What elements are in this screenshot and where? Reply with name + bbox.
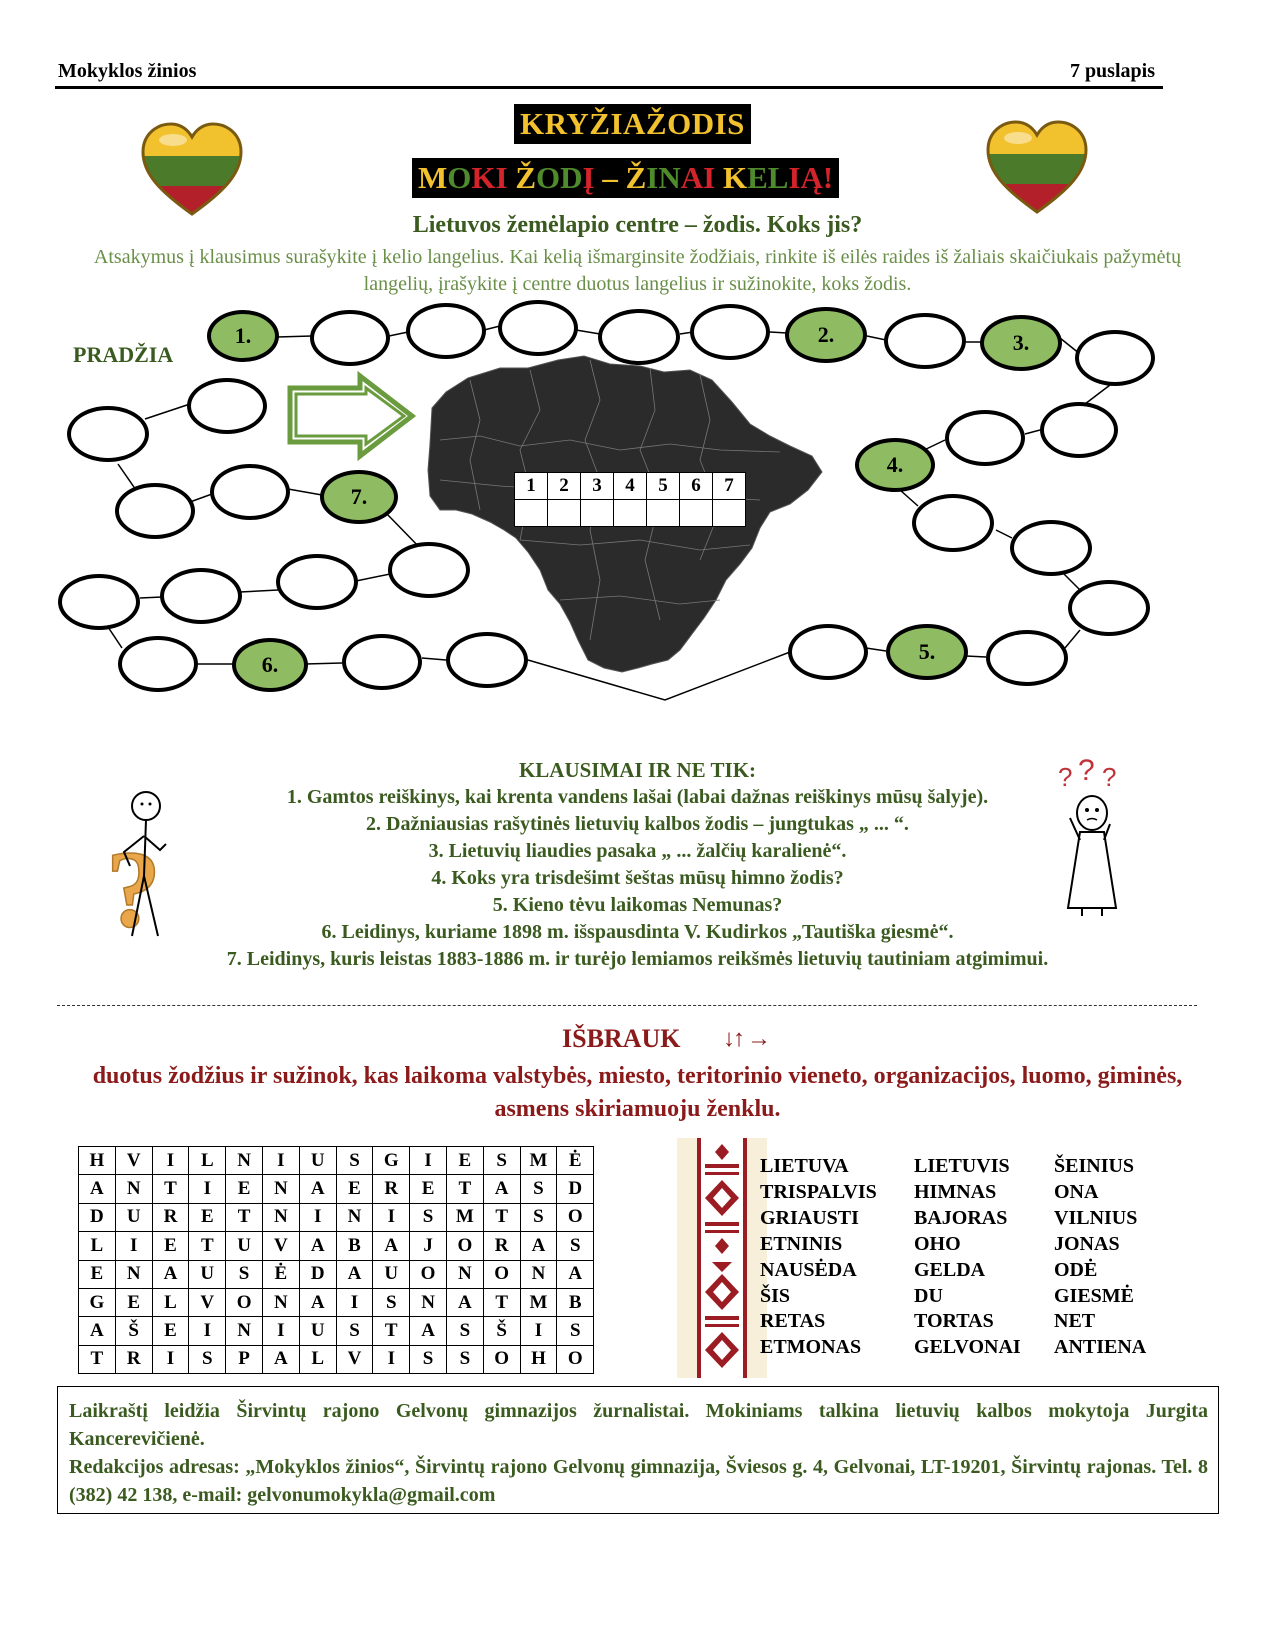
wordsearch-letter[interactable]: O	[483, 1345, 520, 1373]
wordsearch-letter[interactable]: S	[483, 1147, 520, 1175]
path-cell-green-3[interactable]: 3.	[980, 315, 1062, 371]
wordsearch-letter[interactable]: T	[373, 1317, 410, 1345]
path-cell[interactable]	[788, 624, 868, 680]
wordsearch-letter[interactable]: T	[483, 1203, 520, 1231]
wordsearch-letter[interactable]: T	[446, 1175, 483, 1203]
wordsearch-letter[interactable]: I	[262, 1317, 299, 1345]
confused-figure-icon-right	[1050, 758, 1135, 920]
path-cell-green-2[interactable]: 2.	[785, 307, 867, 363]
wordsearch-letter[interactable]: L	[79, 1232, 116, 1260]
answer-number: 5	[647, 473, 680, 500]
wordsearch-title: IŠBRAUK	[562, 1024, 681, 1053]
wordsearch-letter[interactable]: E	[115, 1288, 152, 1316]
wordsearch-letter[interactable]: D	[299, 1260, 336, 1288]
wordsearch-letter[interactable]: A	[79, 1317, 116, 1345]
motto-part: Ž	[507, 160, 537, 195]
wordsearch-letter[interactable]: V	[262, 1232, 299, 1260]
wordsearch-letter[interactable]: N	[446, 1260, 483, 1288]
wordsearch-letter[interactable]: A	[152, 1260, 189, 1288]
wordsearch-letter[interactable]: S	[446, 1317, 483, 1345]
start-label: PRADŽIA	[73, 342, 174, 367]
wordsearch-letter[interactable]: Ė	[557, 1147, 594, 1175]
motto-part: M	[418, 160, 448, 195]
word-list-item: VILNIUS	[1054, 1206, 1138, 1229]
answer-cell[interactable]	[647, 500, 680, 527]
wordsearch-letter[interactable]: Š	[483, 1317, 520, 1345]
word-list-item: DU	[914, 1284, 943, 1307]
word-list-item: ŠIS	[760, 1284, 791, 1307]
wordsearch-letter[interactable]: E	[152, 1317, 189, 1345]
path-cell[interactable]	[884, 313, 966, 369]
word-list-column-2	[914, 1154, 1021, 1361]
path-cell[interactable]	[210, 464, 290, 520]
wordsearch-letter[interactable]: O	[557, 1345, 594, 1373]
publisher-info-box	[57, 1386, 1219, 1514]
wordsearch-row	[79, 1203, 594, 1231]
word-list-column-3	[1054, 1154, 1146, 1361]
wordsearch-letter[interactable]: L	[299, 1345, 336, 1373]
wordsearch-letter[interactable]: U	[189, 1260, 226, 1288]
word-list-item: GIESMĖ	[1054, 1284, 1135, 1307]
path-cell[interactable]	[187, 378, 267, 434]
path-cell[interactable]	[446, 632, 528, 688]
word-list-item: LIETUVA	[760, 1155, 849, 1177]
wordsearch-letter[interactable]: A	[299, 1175, 336, 1203]
path-cell[interactable]	[598, 309, 680, 365]
question-item: 3. Lietuvių liaudies pasaka „ ... žalčių karalienė“.	[428, 840, 847, 862]
wordsearch-letter[interactable]: M	[520, 1147, 557, 1175]
question-item: 2. Dažniausias rašytinės lietuvių kalbos žodis – jungtukas „ ... “.	[366, 813, 909, 835]
wordsearch-letter[interactable]: E	[226, 1175, 263, 1203]
direction-arrows-icon: ↓↑ →	[723, 1026, 769, 1052]
motto-part: Į	[582, 160, 595, 195]
wordsearch-row	[79, 1345, 594, 1373]
wordsearch-letter[interactable]: I	[152, 1345, 189, 1373]
wordsearch-letter[interactable]: A	[299, 1232, 336, 1260]
folk-ribbon-icon	[677, 1138, 767, 1378]
word-list-item: ODĖ	[1054, 1258, 1098, 1281]
wordsearch-letter[interactable]: I	[152, 1147, 189, 1175]
wordsearch-letter[interactable]: A	[410, 1317, 447, 1345]
path-cell[interactable]	[912, 494, 994, 552]
wordsearch-letter[interactable]: O	[446, 1232, 483, 1260]
motto-part: EL	[747, 160, 789, 195]
page-number: 7 puslapis	[1069, 60, 1155, 82]
svg-text:?: ?	[1102, 762, 1117, 792]
wordsearch-letter[interactable]: H	[79, 1147, 116, 1175]
wordsearch-letter[interactable]: A	[79, 1175, 116, 1203]
wordsearch-letter[interactable]: E	[410, 1175, 447, 1203]
word-list-item: TORTAS	[914, 1310, 994, 1333]
wordsearch-letter[interactable]: S	[336, 1147, 373, 1175]
wordsearch-letter[interactable]: E	[152, 1232, 189, 1260]
wordsearch-row	[79, 1147, 594, 1175]
wordsearch-letter[interactable]: I	[373, 1203, 410, 1231]
svg-text:?: ?	[1078, 758, 1095, 787]
path-cell[interactable]	[115, 483, 195, 539]
wordsearch-letter[interactable]: N	[226, 1147, 263, 1175]
wordsearch-letter[interactable]: M	[446, 1203, 483, 1231]
wordsearch-letter[interactable]: S	[557, 1317, 594, 1345]
answer-cell[interactable]	[515, 500, 548, 527]
wordsearch-letter[interactable]: I	[262, 1147, 299, 1175]
motto-part: IĄ!	[788, 160, 834, 195]
word-list-item: OHO	[914, 1232, 961, 1255]
word-list-item: GELDA	[914, 1258, 986, 1281]
wordsearch-letter[interactable]: G	[79, 1288, 116, 1316]
wordsearch-letter[interactable]: T	[152, 1175, 189, 1203]
motto-part: – Ž	[594, 160, 647, 195]
wordsearch-letter[interactable]: Ė	[262, 1260, 299, 1288]
wordsearch-letter[interactable]: R	[115, 1345, 152, 1373]
wordsearch-letter[interactable]: I	[299, 1203, 336, 1231]
wordsearch-row	[79, 1232, 594, 1260]
question-item: 6. Leidinys, kuriame 1898 m. išspausdinta V. Kudirkos „Tautiška giesmė“.	[321, 921, 954, 943]
path-cell[interactable]	[498, 300, 578, 356]
path-cell-green-6[interactable]: 6.	[232, 638, 308, 692]
crossword-heading: Lietuvos žemėlapio centre – žodis. Koks jis?	[412, 212, 863, 238]
path-cell-green-7[interactable]: 7.	[320, 470, 398, 524]
word-list-item: TRISPALVIS	[760, 1180, 877, 1203]
svg-text:?: ?	[106, 828, 161, 946]
wordsearch-letter[interactable]: V	[336, 1345, 373, 1373]
wordsearch-letter[interactable]: I	[115, 1232, 152, 1260]
wordsearch-letter[interactable]: A	[483, 1175, 520, 1203]
answer-number: 3	[581, 473, 614, 500]
word-list-item: GELVONAI	[914, 1336, 1021, 1359]
motto-part: IN	[646, 160, 681, 195]
wordsearch-letter[interactable]: N	[520, 1260, 557, 1288]
word-list-item: ETMONAS	[760, 1336, 862, 1359]
path-cell-green-1[interactable]: 1.	[207, 310, 279, 362]
wordsearch-letter[interactable]: I	[336, 1288, 373, 1316]
wordsearch-letter[interactable]: R	[152, 1203, 189, 1231]
word-list-item: RETAS	[760, 1310, 826, 1333]
path-cell[interactable]	[67, 406, 149, 462]
path-cell[interactable]	[118, 636, 198, 692]
wordsearch-letter[interactable]: S	[336, 1317, 373, 1345]
wordsearch-letter[interactable]: A	[446, 1288, 483, 1316]
wordsearch-letter[interactable]: S	[520, 1175, 557, 1203]
wordsearch-letter[interactable]: E	[446, 1147, 483, 1175]
wordsearch-letter[interactable]: N	[410, 1288, 447, 1316]
wordsearch-letter[interactable]: L	[152, 1288, 189, 1316]
answer-cell[interactable]	[680, 500, 713, 527]
path-cell-green-5[interactable]: 5.	[886, 624, 968, 680]
answer-grid-numbers	[515, 473, 746, 500]
wordsearch-letter[interactable]: D	[557, 1175, 594, 1203]
wordsearch-letter[interactable]: S	[373, 1288, 410, 1316]
word-list-item: ANTIENA	[1054, 1336, 1147, 1359]
answer-cell[interactable]	[581, 500, 614, 527]
path-cell[interactable]	[58, 574, 140, 630]
path-cell[interactable]	[690, 304, 770, 360]
wordsearch-letter[interactable]: S	[446, 1345, 483, 1373]
wordsearch-grid	[78, 1146, 594, 1374]
wordsearch-letter[interactable]: O	[557, 1203, 594, 1231]
wordsearch-letter[interactable]: S	[520, 1203, 557, 1231]
wordsearch-letter[interactable]: I	[189, 1317, 226, 1345]
path-cell[interactable]	[986, 630, 1068, 686]
motto-part: OD	[536, 160, 583, 195]
wordsearch-letter[interactable]: G	[373, 1147, 410, 1175]
wordsearch-letter[interactable]: B	[336, 1232, 373, 1260]
publication-name: Mokyklos žinios	[58, 60, 197, 82]
question-item: 7. Leidinys, kuris leistas 1883-1886 m. ir turėjo lemiamos reikšmės lietuvių tautiniam atgimimui.	[226, 948, 1049, 970]
crossword-instructions: Atsakymus į klausimus surašykite į kelio langelius. Kai kelią išmarginsite žodžiais, rinkite iš eilės raides iš žaliais skaičiukais pažymėtų langelių, įrašykite į centre duotus langelius ir sužinokite, koks žodis.	[93, 246, 1182, 295]
wordsearch-letter[interactable]: A	[520, 1232, 557, 1260]
path-cell[interactable]	[310, 310, 390, 366]
wordsearch-letter[interactable]: I	[373, 1345, 410, 1373]
wordsearch-letter[interactable]: T	[189, 1232, 226, 1260]
wordsearch-letter[interactable]: E	[79, 1260, 116, 1288]
path-cell[interactable]	[945, 410, 1025, 466]
answer-grid-blanks	[515, 500, 746, 527]
wordsearch-letter[interactable]: I	[189, 1175, 226, 1203]
wordsearch-letter[interactable]: T	[79, 1345, 116, 1373]
svg-text:?: ?	[1058, 762, 1073, 792]
answer-number: 7	[713, 473, 746, 500]
wordsearch-letter[interactable]: U	[299, 1317, 336, 1345]
path-cell[interactable]	[1040, 402, 1118, 458]
wordsearch-letter[interactable]: H	[520, 1345, 557, 1373]
wordsearch-letter[interactable]: N	[226, 1317, 263, 1345]
wordsearch-letter[interactable]: A	[299, 1288, 336, 1316]
wordsearch-letter[interactable]: J	[410, 1232, 447, 1260]
wordsearch-letter[interactable]: D	[79, 1203, 116, 1231]
motto-part: O	[447, 160, 472, 195]
answer-cell[interactable]	[614, 500, 647, 527]
crossword-title: KRYŽIAŽODIS	[514, 104, 751, 144]
wordsearch-row	[79, 1288, 594, 1316]
word-list-item: NET	[1054, 1310, 1096, 1333]
wordsearch-letter[interactable]: T	[226, 1203, 263, 1231]
motto-part: AI	[680, 160, 723, 195]
word-list-item: NAUSĖDA	[760, 1258, 857, 1281]
wordsearch-letter[interactable]: N	[336, 1203, 373, 1231]
answer-grid	[514, 472, 746, 527]
answer-number: 2	[548, 473, 581, 500]
wordsearch-letter[interactable]: O	[483, 1260, 520, 1288]
question-item: 5. Kieno tėvu laikomas Nemunas?	[492, 894, 783, 916]
wordsearch-letter[interactable]: O	[410, 1260, 447, 1288]
questions-title: KLAUSIMAI IR NE TIK:	[518, 758, 757, 782]
path-cell[interactable]	[342, 634, 422, 690]
section-divider	[57, 1005, 1197, 1006]
wordsearch-letter[interactable]: U	[226, 1232, 263, 1260]
wordsearch-letter[interactable]: S	[189, 1345, 226, 1373]
path-cell[interactable]	[1075, 330, 1155, 386]
wordsearch-letter[interactable]: B	[557, 1288, 594, 1316]
wordsearch-letter[interactable]: N	[262, 1288, 299, 1316]
answer-cell[interactable]	[548, 500, 581, 527]
wordsearch-letter[interactable]: N	[262, 1175, 299, 1203]
wordsearch-letter[interactable]: M	[520, 1288, 557, 1316]
question-item: 1. Gamtos reiškinys, kai krenta vandens lašai (labai dažnas reiškinys mūsų šalyje).	[286, 786, 989, 808]
wordsearch-letter[interactable]: S	[410, 1345, 447, 1373]
answer-cell[interactable]	[713, 500, 746, 527]
wordsearch-instructions: duotus žodžius ir sužinok, kas laikoma valstybės, miesto, teritorinio vieneto, organizacijos, luomo, giminės, asmens skiriamuoju ženklu.	[92, 1063, 1183, 1122]
wordsearch-letter[interactable]: R	[483, 1232, 520, 1260]
wordsearch-row	[79, 1175, 594, 1203]
wordsearch-letter[interactable]: V	[115, 1147, 152, 1175]
answer-number: 1	[515, 473, 548, 500]
word-list-item: JONAS	[1054, 1232, 1120, 1255]
path-cell[interactable]	[388, 542, 470, 598]
word-list-item: LIETUVIS	[914, 1155, 1010, 1177]
wordsearch-letter[interactable]: U	[299, 1147, 336, 1175]
wordsearch-letter[interactable]: I	[410, 1147, 447, 1175]
wordsearch-letter[interactable]: N	[115, 1260, 152, 1288]
path-cell[interactable]	[1010, 520, 1092, 576]
word-list-item: GRIAUSTI	[760, 1206, 859, 1229]
path-cell[interactable]	[406, 303, 486, 359]
wordsearch-letter[interactable]: Š	[115, 1317, 152, 1345]
editorial-address: Redakcijos adresas: „Mokyklos žinios“, Širvintų rajono Gelvonų gimnazija, Šviesos g. 4, Gelvonai, LT-19201, Širvintų rajonas. Tel. 8 (382) 42 138, e-mail: gelvonumokykla@gmail.com	[69, 1456, 1208, 1506]
word-list-item: ETNINIS	[760, 1232, 843, 1255]
wordsearch-letter[interactable]: N	[262, 1203, 299, 1231]
wordsearch-letter[interactable]: T	[483, 1288, 520, 1316]
wordsearch-letter[interactable]: A	[336, 1260, 373, 1288]
path-cell[interactable]	[276, 554, 358, 610]
wordsearch-letter[interactable]: S	[226, 1260, 263, 1288]
word-list-column-1	[760, 1154, 877, 1361]
wordsearch-letter[interactable]: S	[410, 1203, 447, 1231]
word-list-item: ONA	[1054, 1180, 1099, 1203]
wordsearch-letter[interactable]: U	[115, 1203, 152, 1231]
word-list-item: HIMNAS	[914, 1180, 997, 1203]
wordsearch-letter[interactable]: A	[262, 1345, 299, 1373]
wordsearch-letter[interactable]: S	[557, 1232, 594, 1260]
answer-number: 6	[680, 473, 713, 500]
wordsearch-letter[interactable]: R	[373, 1175, 410, 1203]
path-cell-green-4[interactable]: 4.	[855, 438, 935, 492]
start-arrow-icon	[290, 376, 412, 456]
answer-number: 4	[614, 473, 647, 500]
wordsearch-letter[interactable]: I	[520, 1317, 557, 1345]
wordsearch-letter[interactable]: V	[189, 1288, 226, 1316]
motto-part: K	[722, 160, 748, 195]
wordsearch-letter[interactable]: L	[189, 1147, 226, 1175]
publisher-line: Laikraštį leidžia Širvintų rajono Gelvonų gimnazijos žurnalistai. Mokiniams talkina lietuvių kalbos mokytoja Jurgita Kancerevičienė.	[69, 1400, 1208, 1450]
thinking-figure-icon-left	[100, 786, 192, 946]
motto-part: KI	[471, 160, 508, 195]
wordsearch-letter[interactable]: E	[336, 1175, 373, 1203]
wordsearch-letter[interactable]: P	[226, 1345, 263, 1373]
wordsearch-letter[interactable]: A	[373, 1232, 410, 1260]
wordsearch-letter[interactable]: U	[373, 1260, 410, 1288]
wordsearch-letter[interactable]: E	[189, 1203, 226, 1231]
wordsearch-letter[interactable]: A	[557, 1260, 594, 1288]
wordsearch-row	[79, 1260, 594, 1288]
wordsearch-letter[interactable]: N	[115, 1175, 152, 1203]
wordsearch-letter[interactable]: O	[226, 1288, 263, 1316]
wordsearch-row	[79, 1317, 594, 1345]
word-list-item: BAJORAS	[914, 1206, 1008, 1229]
question-item: 4. Koks yra trisdešimt šeštas mūsų himno žodis?	[431, 867, 844, 889]
path-cell[interactable]	[160, 568, 242, 624]
path-cell[interactable]	[1068, 580, 1150, 636]
word-list-item: ŠEINIUS	[1054, 1155, 1135, 1177]
